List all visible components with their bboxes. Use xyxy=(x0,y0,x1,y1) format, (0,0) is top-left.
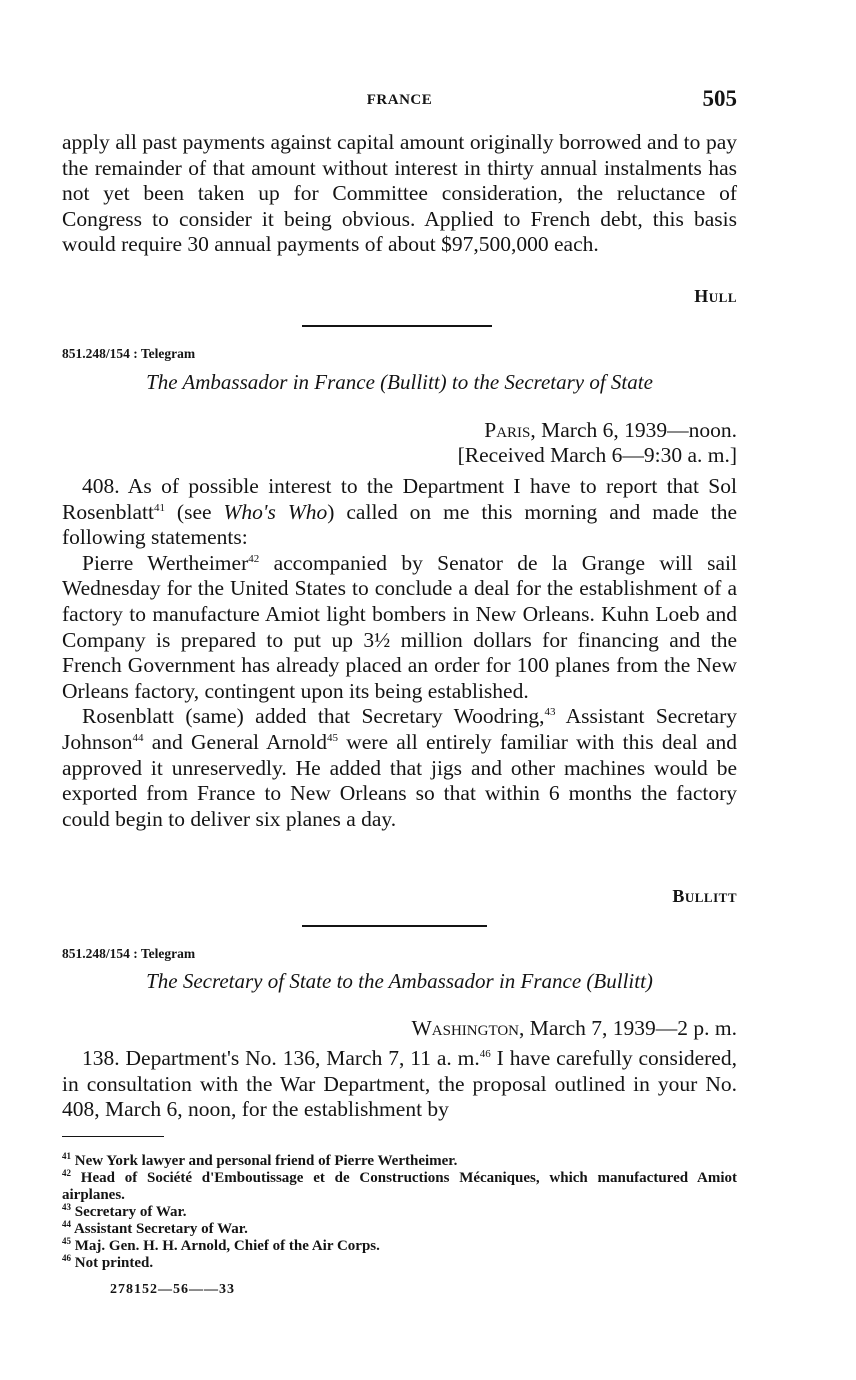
intro-paragraph-block xyxy=(62,130,737,258)
paragraph: 138. Department's No. 136, March 7, 11 a. m.$^{46}$ I have carefully considered, in consultation with the War Department, the proposal outlined in your No. 408, March 6, noon, for the establishment by xyxy=(62,1046,737,1122)
file-number: 851.248/154 : Telegram xyxy=(62,946,196,961)
telegram-body xyxy=(62,1046,737,1123)
dateline xyxy=(412,1016,738,1041)
signature: Bullitt xyxy=(672,886,737,906)
footnote: $^{41}$ New York lawyer and personal friend of Pierre Wertheimer. xyxy=(62,1151,458,1169)
paragraph: Rosenblatt (same) added that Secretary Woodring,$^{43}$ Assistant Secretary Johnson$^{44}$ and General Arnold$^{45}$ were all entirely familiar with this deal and approved it unreservedly. He added that jigs and other machines would be exported from France to New Orleans so that within 6 months the factory could begin to deliver six planes a day. xyxy=(62,704,737,831)
page-number: 505 xyxy=(702,86,737,111)
footnote-ref: 45 xyxy=(327,731,338,744)
document-title: The Secretary of State to the Ambassador in France (Bullitt) xyxy=(146,969,653,993)
date-text: , March 7, 1939—2 p. m. xyxy=(519,1016,737,1040)
footnote-ref: 42 xyxy=(248,552,260,565)
intro-signature: Hull xyxy=(694,286,737,306)
date-place: Washington xyxy=(411,1016,520,1040)
footnote: $^{42}$ Head of Société d'Emboutissage et de Constructions Mécaniques, which manufactured Amiot airplanes. xyxy=(62,1168,738,1203)
document-title: The Ambassador in France (Bullitt) to the Secretary of State xyxy=(146,370,653,394)
date-place: Paris xyxy=(484,418,531,442)
dateline xyxy=(458,418,737,468)
running-head: FRANCE xyxy=(366,92,433,108)
paragraph: 408. As of possible interest to the Department I have to report that Sol Rosenblatt$^{41}$ (see Who's Who) called on me this morning and made the following statements: xyxy=(62,474,737,550)
intro-paragraph: apply all past payments against capital amount originally borrowed and to pay the remainder of that amount without interest in thirty annual instalments has not yet been taken up for Committee consideration, the reluctance of Congress to consider it being obvious. Applied to French debt, this basis would require 30 annual payments of about $97,500,000 each. xyxy=(62,130,737,257)
footnote-rule xyxy=(62,1136,164,1137)
footnote-ref: 41 xyxy=(153,501,165,514)
footnote: $^{46}$ Not printed. xyxy=(62,1253,154,1271)
footnote: $^{45}$ Maj. Gen. H. H. Arnold, Chief of the Air Corps. xyxy=(62,1236,380,1254)
footnote: $^{43}$ Secretary of War. xyxy=(62,1202,187,1220)
received-note: [Received March 6—9:30 a. m.] xyxy=(457,443,737,467)
footnotes xyxy=(62,1153,737,1272)
footnote-ref: 44 xyxy=(132,731,144,744)
date-text: , March 6, 1939—noon. xyxy=(530,418,737,442)
section-divider xyxy=(302,925,487,927)
print-code: 278152—56——33 xyxy=(110,1282,235,1297)
paragraph: Pierre Wertheimer$^{42}$ accompanied by Senator de la Grange will sail Wednesday for the United States to conclude a deal for the establishment of a factory to manufacture Amiot light bombers in New Orleans. Kuhn Loeb and Company is prepared to put up 3½ million dollars for financing and the French Government has already placed an order for 100 planes from the New Orleans factory, contingent upon its being established. xyxy=(62,550,737,703)
footnote-ref: 43 xyxy=(544,706,556,719)
footnote: $^{44}$ Assistant Secretary of War. xyxy=(62,1219,248,1237)
page-header xyxy=(62,86,737,116)
footnote-ref: 46 xyxy=(479,1047,491,1060)
telegram-body xyxy=(62,474,737,832)
file-number: 851.248/154 : Telegram xyxy=(62,346,196,361)
section-divider xyxy=(302,325,492,327)
